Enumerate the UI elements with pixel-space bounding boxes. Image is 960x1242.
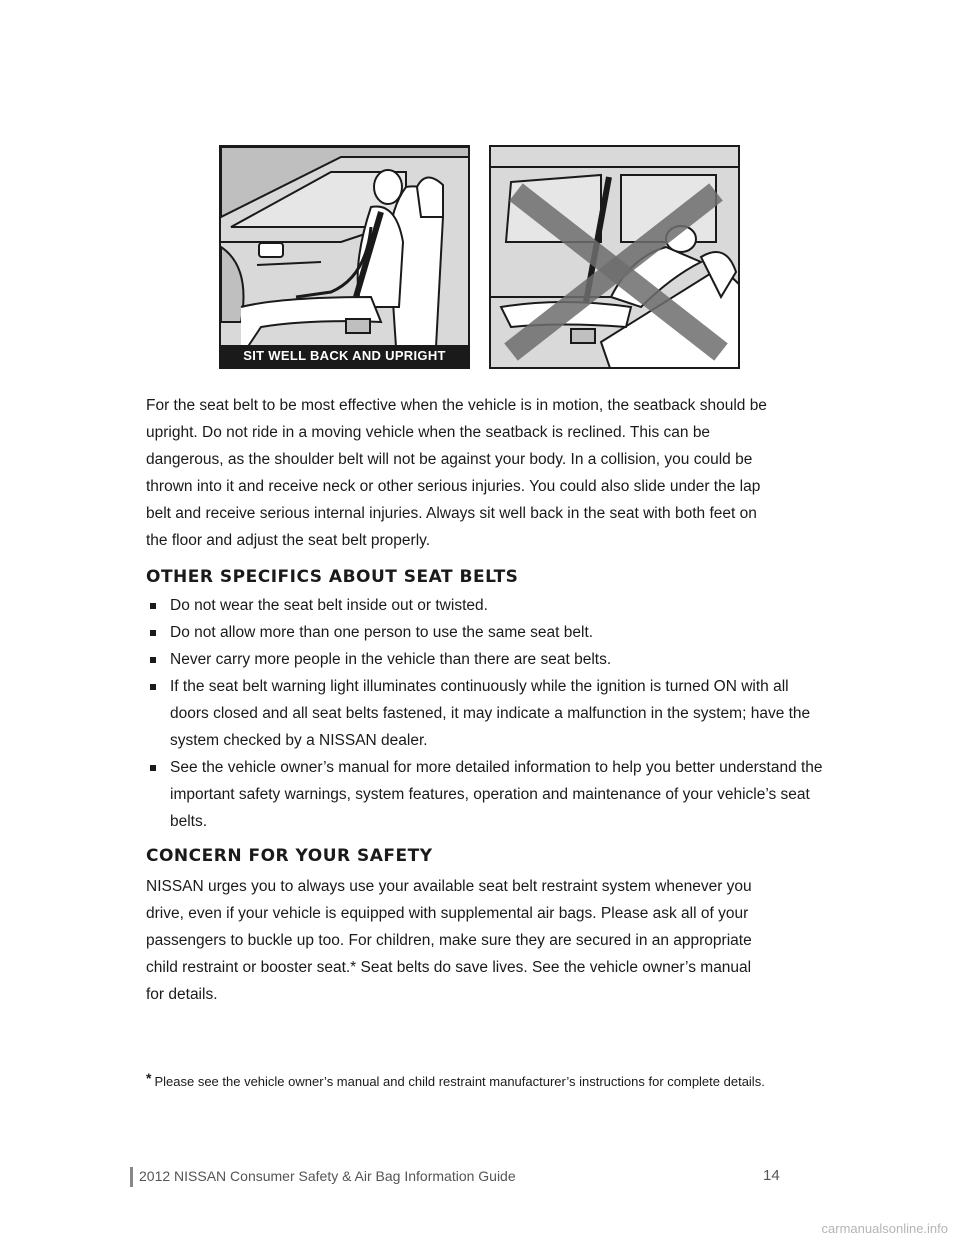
bullet-item [146,646,826,673]
illustration-caption: SIT WELL BACK AND UPRIGHT [221,345,468,367]
page-number: 14 [763,1167,780,1184]
watermark: carmanualsonline.info [821,1221,948,1236]
intro-paragraph [146,392,826,554]
safety-line: NISSAN urges you to always use your available seat belt restraint system whenever you [146,878,752,895]
intro-line: upright. Do not ride in a moving vehicle when the seatback is reclined. This can be [146,424,711,441]
upright-seating-drawing [221,147,470,369]
safety-line: for details. [146,986,218,1003]
bullet-item [146,592,826,619]
bullet-item [146,754,826,835]
reclined-seating-illustration [489,145,740,369]
section-heading-safety: CONCERN FOR YOUR SAFETY [146,846,433,866]
bullet-square-icon [150,657,156,663]
bullet-text: If the seat belt warning light illuminates continuously while the ignition is turned ON with all doors closed and all seat belts fastened, it may indicate a malfunction in the system; have the system checked by a NISSAN dealer. [170,678,811,749]
safety-line: drive, even if your vehicle is equipped with supplemental air bags. Please ask all of your [146,905,749,922]
bullet-item [146,619,826,646]
footnote-text: Please see the vehicle owner’s manual and child restraint manufacturer’s instructions for complete details. [154,1074,765,1089]
intro-line: dangerous, as the shoulder belt will not be against your body. In a collision, you could be [146,451,753,468]
intro-line: thrown into it and receive neck or other serious injuries. You could also slide under the lap [146,478,761,495]
safety-line: child restraint or booster seat.* Seat belts do save lives. See the vehicle owner’s manual [146,959,752,976]
safety-paragraph [146,873,826,1008]
footer-divider [130,1167,133,1187]
section-heading-seat-belts: OTHER SPECIFICS ABOUT SEAT BELTS [146,567,519,587]
safety-line: passengers to buckle up too. For children, make sure they are secured in an appropriate [146,932,752,949]
bullet-square-icon [150,630,156,636]
footnote-marker: * [146,1070,152,1086]
footnote [146,1072,826,1091]
bullet-square-icon [150,765,156,771]
footer-title: 2012 NISSAN Consumer Safety & Air Bag Information Guide [139,1168,516,1184]
upright-seating-illustration [219,145,470,369]
reclined-seating-drawing [491,147,740,369]
intro-line: belt and receive serious internal injuries. Always sit well back in the seat with both feet on [146,505,757,522]
bullet-square-icon [150,684,156,690]
bullet-square-icon [150,603,156,609]
bullet-text: Do not allow more than one person to use the same seat belt. [170,624,594,641]
bullet-text: Never carry more people in the vehicle than there are seat belts. [170,651,612,668]
bullet-item [146,673,826,754]
intro-line: For the seat belt to be most effective when the vehicle is in motion, the seatback should be [146,397,767,414]
seat-belt-bullet-list [146,592,826,835]
bullet-text: See the vehicle owner’s manual for more detailed information to help you better understand the important safety warnings, system features, operation and maintenance of your vehicle’s seat belts. [170,759,823,830]
bullet-text: Do not wear the seat belt inside out or twisted. [170,597,488,614]
intro-line: the floor and adjust the seat belt properly. [146,532,431,549]
